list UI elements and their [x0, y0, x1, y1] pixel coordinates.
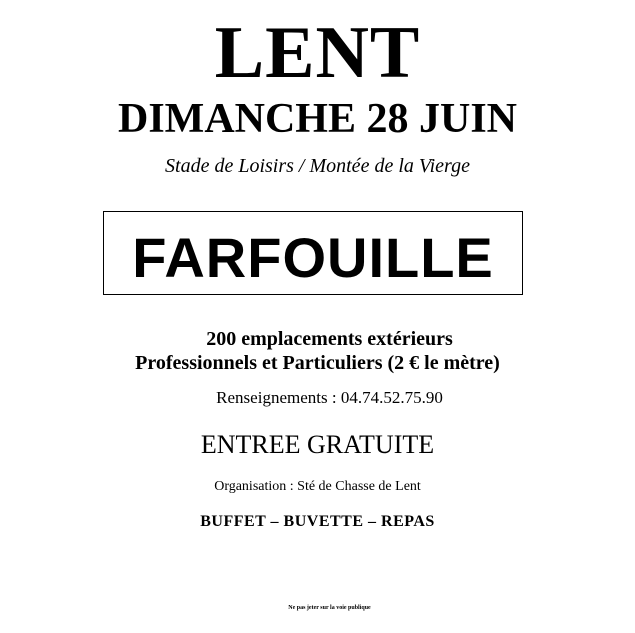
- event-title-box: [103, 211, 523, 295]
- exhibitors-text: Professionnels et Particuliers (2 € le mètre): [135, 352, 500, 374]
- event-date: DIMANCHE 28 JUIN: [118, 96, 517, 142]
- services-text: BUFFET – BUVETTE – REPAS: [200, 513, 435, 530]
- event-venue: Stade de Loisirs / Montée de la Vierge: [165, 155, 470, 177]
- footnote-text: Ne pas jeter sur la voie publique: [288, 605, 371, 611]
- organiser-text: Organisation : Sté de Chasse de Lent: [214, 479, 421, 494]
- entry-text: ENTREE GRATUITE: [200, 430, 435, 459]
- places-text: 200 emplacements extérieurs: [206, 328, 453, 350]
- town-name: LENT: [214, 12, 421, 94]
- event-title: FARFOUILLE: [132, 226, 494, 289]
- info-phone: Renseignements : 04.74.52.75.90: [216, 388, 443, 407]
